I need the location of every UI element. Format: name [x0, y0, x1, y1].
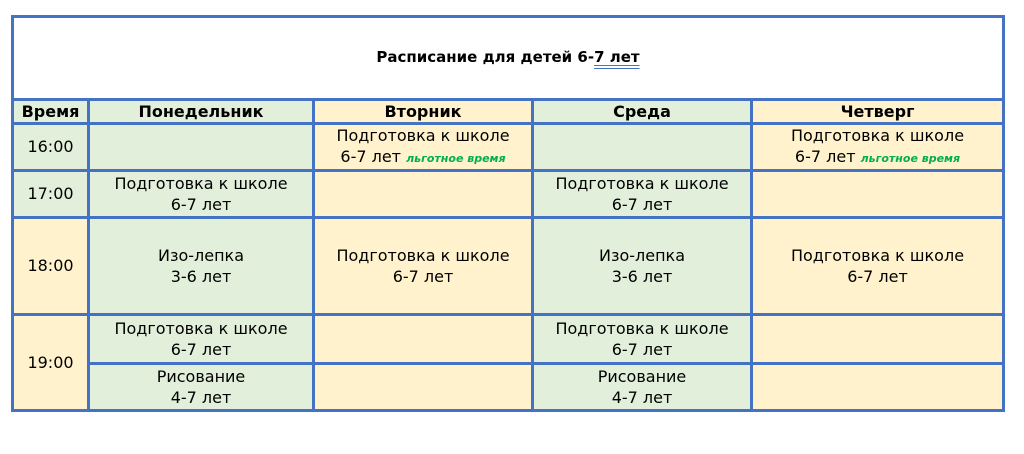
time-cell: 16:00	[13, 123, 89, 170]
class-name: Подготовка к школе	[336, 245, 510, 265]
schedule-table	[11, 15, 1005, 412]
schedule-cell-empty	[752, 171, 1004, 217]
header-tuesday: Вторник	[314, 99, 533, 123]
table-row	[13, 171, 1004, 217]
header-row	[13, 99, 1004, 123]
table-row	[13, 217, 1004, 315]
table-row	[13, 315, 1004, 363]
schedule-cell	[533, 217, 752, 315]
schedule-cell-empty	[752, 363, 1004, 410]
header-wednesday: Среда	[533, 99, 752, 123]
class-name: Подготовка к школе	[114, 318, 288, 338]
class-age: 6-7 лет	[794, 146, 856, 166]
schedule-cell-empty	[314, 171, 533, 217]
class-name: Подготовка к школе	[114, 173, 288, 193]
class-age: 6-7 лет	[170, 194, 232, 214]
class-age: 4-7 лет	[611, 387, 673, 407]
schedule-cell	[752, 217, 1004, 315]
schedule-cell	[89, 217, 314, 315]
time-cell: 17:00	[13, 171, 89, 217]
class-age: 6-7 лет	[611, 339, 673, 359]
header-time: Время	[13, 99, 89, 123]
class-age: 3-6 лет	[611, 266, 673, 286]
schedule-cell	[89, 315, 314, 363]
class-age: 6-7 лет	[611, 194, 673, 214]
class-name: Подготовка к школе	[555, 318, 729, 338]
time-cell: 19:00	[13, 315, 89, 411]
promo-label: льготное время	[406, 151, 506, 165]
table-row	[13, 123, 1004, 170]
class-name: Подготовка к школе	[336, 125, 510, 145]
class-name: Подготовка к школе	[790, 245, 965, 265]
class-name: Изо-лепка	[598, 245, 686, 265]
header-thursday: Четверг	[752, 99, 1004, 123]
schedule-cell	[314, 123, 533, 170]
class-name: Подготовка к школе	[790, 125, 965, 145]
schedule-cell-empty	[752, 315, 1004, 363]
class-name: Рисование	[597, 366, 687, 386]
schedule-cell	[533, 363, 752, 410]
schedule-cell-empty	[89, 123, 314, 170]
class-name: Подготовка к школе	[555, 173, 729, 193]
schedule-cell-empty	[314, 363, 533, 410]
class-age: 6-7 лет	[392, 266, 454, 286]
class-age: 6-7 лет	[340, 146, 401, 166]
schedule-cell	[533, 315, 752, 363]
schedule-cell	[314, 217, 533, 315]
table-title	[13, 17, 1004, 100]
class-age: 4-7 лет	[170, 387, 232, 407]
class-name: Изо-лепка	[157, 245, 245, 265]
schedule-cell	[533, 171, 752, 217]
title-text-underlined: 7 лет	[594, 48, 640, 67]
class-age: 3-6 лет	[170, 266, 232, 286]
time-cell: 18:00	[13, 217, 89, 315]
title-text: Расписание для детей 6-	[376, 48, 595, 67]
class-name: Рисование	[156, 366, 246, 386]
header-monday: Понедельник	[89, 99, 314, 123]
promo-label: льготное время	[860, 151, 961, 165]
schedule-cell	[89, 363, 314, 410]
schedule-cell-empty	[314, 315, 533, 363]
schedule-cell-empty	[533, 123, 752, 170]
schedule-cell	[89, 171, 314, 217]
table-row	[13, 363, 1004, 410]
class-age: 6-7 лет	[847, 266, 908, 286]
class-age: 6-7 лет	[170, 339, 232, 359]
title-row	[13, 17, 1004, 100]
schedule-cell	[752, 123, 1004, 170]
